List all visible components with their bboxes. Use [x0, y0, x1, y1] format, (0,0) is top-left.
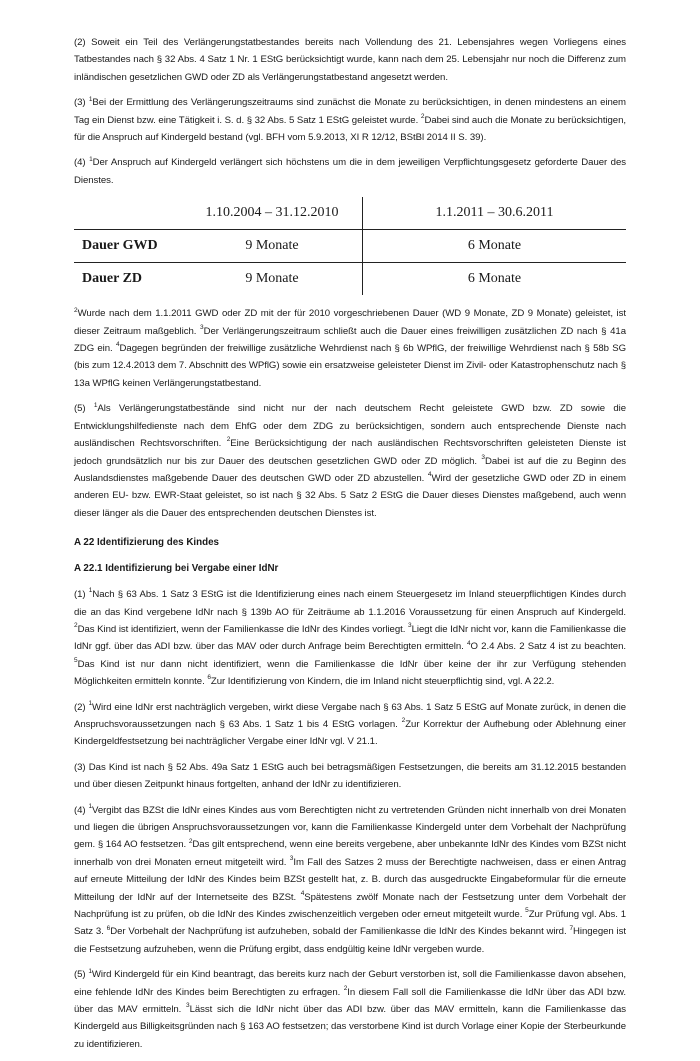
paragraph-text: Hingegen ist die Festsetzung aufzuheben, wenn die Prüfung ergibt, dass endgültig keine IdNr vergeben wurde.: [74, 926, 626, 955]
paragraph-text: (3): [74, 97, 89, 109]
paragraph-text: Zur Prüfung vgl. Abs. 1 Satz 3.: [74, 909, 626, 938]
sentence-number: 1: [88, 967, 92, 975]
sentence-number: 3: [186, 1002, 190, 1010]
paragraph-text: Das gilt entsprechend, wenn eine bereits vergebene, aber unbekannte IdNr des Kindes vom BZSt nicht innerhalb von drei Monaten erneut mitgeteilt wird.: [74, 839, 626, 868]
paragraph-q2: [74, 699, 626, 751]
paragraph-text: Als Verlängerungstatbestände sind nicht nur der nach deutschem Recht geleistete GWD bzw. ZD sowie die Entwicklungshilfedienste nach dem EhfG oder dem ZDG zu berücksichtigen, sondern auch entsprechende Dienste nach ausländischen Rechtsvorschriften.: [74, 403, 626, 450]
paragraph-p3: [74, 94, 626, 146]
paragraph-text: Vergibt das BZSt die IdNr eines Kindes aus vom Berechtigten nicht zu vertretenden Gründen nicht innerhalb von drei Monaten und liegen die übrigen Anspruchsvoraussetzungen vor, kann die Familienkasse Kindergeld unter dem Vorbehalt der Nachprüfung gem. § 164 AO festsetzen.: [74, 804, 626, 851]
sentence-number: 4: [300, 889, 305, 897]
sentence-number: 2: [343, 984, 348, 992]
table-header-cell: 1.10.2004 – 31.12.2010: [182, 197, 363, 230]
table-row: [74, 230, 626, 263]
paragraph-text: Zur Korrektur der Aufhebung oder Ablehnung einer Kindergeldfestsetzung bei nachträglicher Vergabe einer IdNr vgl. V 21.1.: [74, 718, 626, 748]
paragraph-text: (5): [74, 969, 89, 981]
sentence-number: 2: [401, 717, 406, 725]
table-row-label: Dauer ZD: [82, 271, 143, 287]
paragraph-text: Das Kind ist nur dann nicht identifiziert, wenn die Familienkasse die IdNr über keine der ihr zur Verfügung stehenden Möglichkeiten ermitteln konnte.: [74, 658, 626, 688]
paragraph-p4b: [74, 305, 626, 392]
sentence-number: 7: [569, 924, 574, 932]
sentence-number: 3: [408, 622, 412, 630]
sentence-number: 3: [481, 453, 485, 461]
paragraph-text: Nach § 63 Abs. 1 Satz 3 EStG ist die Identifizierung eines nach einem Steuergesetz im Inland steuerpflichtigen Kindes durch die an das Kind vergebene IdNr nach § 139b AO für Zeiträume ab 1.1.2016 Voraussetzung für einen Anspruch auf Kindergeld.: [74, 589, 626, 618]
sentence-number: 2: [420, 112, 425, 120]
paragraph-p4: [74, 154, 626, 189]
subsection-title: A 22.1 Identifizierung bei Vergabe einer IdNr: [74, 563, 279, 575]
table-cell: 9 Monate: [182, 230, 363, 263]
paragraph-text: Das Kind ist identifiziert, wenn der Familienkasse die IdNr des Kindes vorliegt.: [77, 623, 409, 635]
paragraph-text: (3) Das Kind ist nach § 52 Abs. 49a Satz 1 EStG auch bei betragsmäßigen Festsetzungen, die bereits am 31.12.2015 bestanden und über diesen Zeitpunkt hinaus fortgelten, anhand der IdNr zu identifizieren.: [74, 761, 626, 791]
paragraph-q4: [74, 802, 626, 959]
paragraph-text: Wird Kindergeld für ein Kind beantragt, das bereits kurz nach der Geburt verstorben ist, soll die Familienkasse davon absehen, eine fehlende IdNr des Kindes beim Berechtigten zu erfragen.: [74, 969, 626, 998]
duration-table: [74, 197, 626, 295]
table-row: [74, 263, 626, 296]
table-row-label: Dauer GWD: [74, 230, 182, 263]
sentence-number: 2: [188, 837, 193, 845]
paragraph-text: (1): [74, 589, 89, 601]
paragraph-text: Spätestens zwölf Monate nach der Festsetzung unter dem Vorbehalt der Nachprüfung ist zu prüfen, ob die IdNr des Kindes zwischenzeitlich vergeben oder erneut mitgeteilt wurde.: [74, 891, 626, 921]
sentence-number: 2: [226, 436, 231, 444]
paragraphs-bottom: [74, 586, 626, 1053]
sentence-number: 1: [88, 587, 93, 595]
paragraphs-top: [74, 34, 626, 189]
paragraph-q1: [74, 586, 626, 690]
sentence-number: 1: [89, 155, 93, 163]
sentence-number: 4: [427, 471, 432, 479]
paragraph-text: Liegt die IdNr nicht vor, kann die Familienkasse die IdNr ggf. über das ADI bzw. über das MAV oder durch Anfrage beim Berechtigten ermitteln.: [74, 623, 626, 653]
paragraph-text: Zur Identifizierung von Kindern, die im Inland nicht steuerpflichtig sind, vgl. A 22.2.: [210, 676, 555, 688]
sentence-number: 4: [115, 341, 120, 349]
table-header-cell: 1.1.2011 – 30.6.2011: [363, 197, 627, 230]
paragraph-text: Wurde nach dem 1.1.2011 GWD oder ZD mit der für 2010 vorgeschriebenen Dauer (WD 9 Monate, ZD 9 Monate) geleistet, ist dieser Zeitraum maßgeblich.: [74, 308, 626, 337]
sentence-number: 1: [93, 401, 98, 409]
section-title: A 22 Identifizierung des Kindes: [74, 537, 219, 549]
paragraph-text: (2) Soweit ein Teil des Verlängerungstatbestandes bereits nach Vollendung des 21. Lebensjahres wegen Vorliegens eines Tatbestandes nach § 32 Abs. 4 Satz 1 Nr. 1 EStG berücksichtigt wurde, kann nach dem 25. Lebensjahr nur noch die Differenz zum inländischen gesetzlichen GWD oder ZD als Verlängerungstatbestand angesetzt werden.: [74, 37, 626, 83]
document-content: [74, 34, 626, 1061]
paragraph-q5: [74, 966, 626, 1053]
sentence-number: 1: [88, 699, 93, 707]
paragraph-text: Dagegen begründen der freiwillige zusätzliche Wehrdienst nach § 6b WPflG, der freiwillige Wehrdienst nach § 58b SG (bis zum 12.4.2013 dem 7. Abschnitt des WPflG) sowie ein ersatzweise geleisteter Dienst im Zivil- oder Katastrophenschutz nach § 13a WPflG keinen Verlängerungstatbestand.: [74, 343, 626, 389]
paragraph-text: (4): [74, 157, 90, 169]
paragraph-p5: [74, 400, 626, 522]
paragraph-text: Der Vorbehalt der Nachprüfung ist aufzuheben, sobald der Familienkasse die IdNr des Kindes bekannt wird.: [110, 926, 570, 938]
sentence-number: 4: [466, 639, 471, 647]
paragraph-text: (2): [74, 701, 89, 713]
sentence-number: 3: [289, 855, 294, 863]
table-cell: 6 Monate: [363, 263, 627, 296]
sentence-number: 2: [74, 306, 78, 314]
paragraph-text: Dabei sind auch die Monate zu berücksichtigen, für die Anspruch auf Kindergeld bestand (vgl. BFH vom 5.9.2013, XI R 12/12, BStBl 2014 II S. 39).: [74, 114, 626, 144]
sentence-number: 3: [200, 323, 204, 331]
paragraph-text: Bei der Ermittlung des Verlängerungszeitraums sind zunächst die Monate zu berücksichtigen, in denen mindestens an einem Tag ein Dienst bzw. eine Tätigkeit i. S. d. § 32 Abs. 5 Satz 1 EStG geleistet wurde.: [74, 97, 626, 126]
paragraph-text: Wird eine IdNr erst nachträglich vergeben, wirkt diese Vergabe nach § 63 Abs. 1 Satz 5 EStG auf Monate zurück, in denen die Anspruchsvoraussetzungen nach § 63 Abs. 1 Satz 1 bis 4 EStG vorlagen.: [74, 701, 626, 730]
sentence-number: 5: [525, 907, 529, 915]
sentence-number: 6: [106, 924, 111, 932]
paragraph-p2: [74, 34, 626, 86]
paragraph-text: (4): [74, 804, 89, 816]
sentence-number: 1: [88, 802, 93, 810]
duration-table-wrap: [74, 197, 626, 295]
sentence-number: 2: [74, 622, 78, 630]
sentence-number: 1: [88, 95, 93, 103]
table-cell: 6 Monate: [363, 230, 627, 263]
paragraph-text: Der Verlängerungszeitraum schließt auch die Dauer eines freiwilligen zusätzlichen ZD nach § 41a ZDG ein.: [74, 325, 626, 355]
paragraph-text: Im Fall des Satzes 2 muss der Berechtigte nachweisen, dass er einen Antrag auf erneute Mitteilung der IdNr des Kindes beim BZSt gestellt hat, z. B. durch das ausgedruckte Eingabeformular für die erneute Mitteilung der IdNr auf der Internetseite des BZSt.: [74, 856, 626, 903]
paragraph-text: Lässt sich die IdNr nicht über das ADI bzw. über das MAV ermitteln, kann die Familienkasse das Kindergeld aus Billigkeitsgründen nach § 163 AO festsetzen; das verstorbene Kind ist durch Vorlage einer Kopie der Sterbeurkunde zu identifizieren.: [74, 1004, 626, 1050]
paragraphs-mid: [74, 305, 626, 522]
paragraph-text: (5): [74, 403, 94, 415]
table-cell: 9 Monate: [245, 271, 299, 287]
paragraph-text: O 2.4 Abs. 2 Satz 4 ist zu beachten.: [470, 641, 626, 653]
table-header-row: [74, 197, 626, 230]
paragraph-text: In diesem Fall soll die Familienkasse die IdNr über das ADI bzw. über das MAV ermitteln.: [74, 986, 626, 1016]
paragraph-text: Der Anspruch auf Kindergeld verlängert sich höchstens um die in dem jeweiligen Verpflichtungsgesetz geforderte Dauer des Dienstes.: [74, 157, 626, 186]
paragraph-text: Wird der gesetzliche GWD oder ZD in einem anderen EU- bzw. EWR-Staat geleistet, so ist nach § 32 Abs. 5 Satz 2 EStG die Dauer dieses Dienstes maßgebend, auch wenn dieser länger als die Dauer des entsprechenden deutschen Dienstes ist.: [74, 472, 626, 519]
paragraph-text: Dabei ist auf die zu Beginn des Auslandsdienstes maßgebende Dauer des deutschen GWD oder ZD abzustellen.: [74, 455, 627, 484]
paragraph-q3: [74, 759, 626, 794]
sentence-number: 6: [207, 674, 211, 682]
table-header-cell: [74, 197, 182, 230]
sentence-number: 5: [74, 657, 78, 665]
paragraph-text: Eine Berücksichtigung der nach ausländischen Rechtsvorschriften geleisteten Dienste ist jedoch grundsätzlich nur bis zur Dauer des deutschen gesetzlichen GWD oder ZD möglich.: [74, 438, 626, 467]
